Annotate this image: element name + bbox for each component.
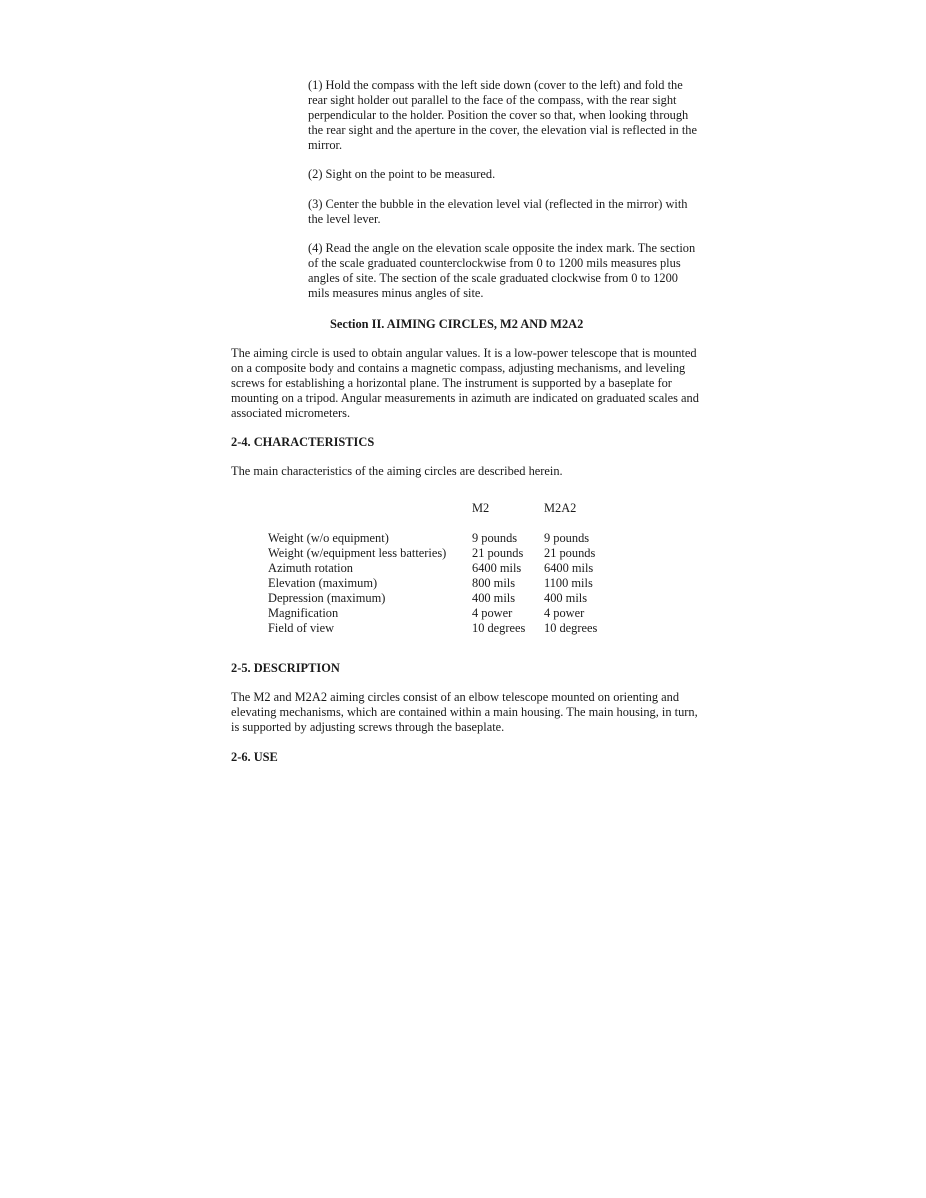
characteristic-label: Elevation (maximum) — [268, 576, 378, 590]
column-header-m2: M2 — [472, 501, 490, 515]
m2-value: 21 pounds — [472, 546, 524, 560]
m2-value: 9 pounds — [472, 531, 518, 545]
step-1: (1) Hold the compass with the left side down (cover to the left) and fold the rear sight holder out parallel to the face of the compass, with the rear sight perpendicular to the holder. Position the cover so that, when looking through the rear sight and the aperture in the cover, the elevation vial is reflected in the mirror. — [308, 78, 697, 152]
characteristic-label: Weight (w/equipment less batteries) — [268, 546, 447, 560]
m2a2-value: 400 mils — [544, 591, 588, 605]
characteristic-label: Field of view — [268, 621, 335, 635]
description-paragraph: The M2 and M2A2 aiming circles consist of an elbow telescope mounted on orienting and elevating mechanisms, which are contained within a main housing. The main housing, in turn, is supported by adjusting screws through the baseplate. — [231, 690, 698, 734]
characteristic-label: Azimuth rotation — [268, 561, 353, 575]
table-row — [268, 531, 624, 546]
m2-value: 6400 mils — [472, 561, 522, 575]
section-title: Section II. AIMING CIRCLES, M2 AND M2A2 — [330, 317, 584, 331]
description-heading: 2-5. DESCRIPTION — [231, 661, 340, 675]
step-4: (4) Read the angle on the elevation scale opposite the index mark. The section of the scale graduated counterclockwise from 0 to 1200 mils measures plus angles of site. The section of the scale graduated clockwise from 0 to 1200 mils measures minus angles of site. — [308, 241, 696, 300]
characteristic-label: Weight (w/o equipment) — [268, 531, 389, 545]
m2a2-value: 1100 mils — [544, 576, 593, 590]
step-2: (2) Sight on the point to be measured. — [308, 167, 496, 181]
column-header-m2a2: M2A2 — [544, 501, 577, 515]
table-row — [268, 606, 624, 621]
table-row — [268, 621, 624, 636]
table-row — [268, 546, 624, 561]
use-heading: 2-6. USE — [231, 750, 278, 764]
m2a2-value: 9 pounds — [544, 531, 590, 545]
characteristic-label: Magnification — [268, 606, 339, 620]
characteristics-table — [268, 531, 624, 636]
table-row — [268, 576, 624, 591]
intro-paragraph: The aiming circle is used to obtain angular values. It is a low-power telescope that is mounted on a composite body and contains a magnetic compass, adjusting mechanisms, and leveling screws for establishing a horizontal plane. The instrument is supported by a baseplate for mounting on a tripod. Angular measurements in azimuth are indicated on graduated scales and associated micrometers. — [231, 346, 699, 420]
m2-value: 10 degrees — [472, 621, 526, 635]
m2a2-value: 4 power — [544, 606, 585, 620]
m2-value: 800 mils — [472, 576, 516, 590]
table-row — [268, 561, 624, 576]
m2a2-value: 10 degrees — [544, 621, 598, 635]
m2-value: 4 power — [472, 606, 513, 620]
m2-value: 400 mils — [472, 591, 516, 605]
m2a2-value: 21 pounds — [544, 546, 596, 560]
characteristics-intro: The main characteristics of the aiming circles are described herein. — [231, 464, 563, 478]
characteristics-heading: 2-4. CHARACTERISTICS — [231, 435, 375, 449]
step-3: (3) Center the bubble in the elevation level vial (reflected in the mirror) with the level lever. — [308, 197, 688, 226]
m2a2-value: 6400 mils — [544, 561, 594, 575]
characteristic-label: Depression (maximum) — [268, 591, 386, 605]
table-row — [268, 591, 624, 606]
